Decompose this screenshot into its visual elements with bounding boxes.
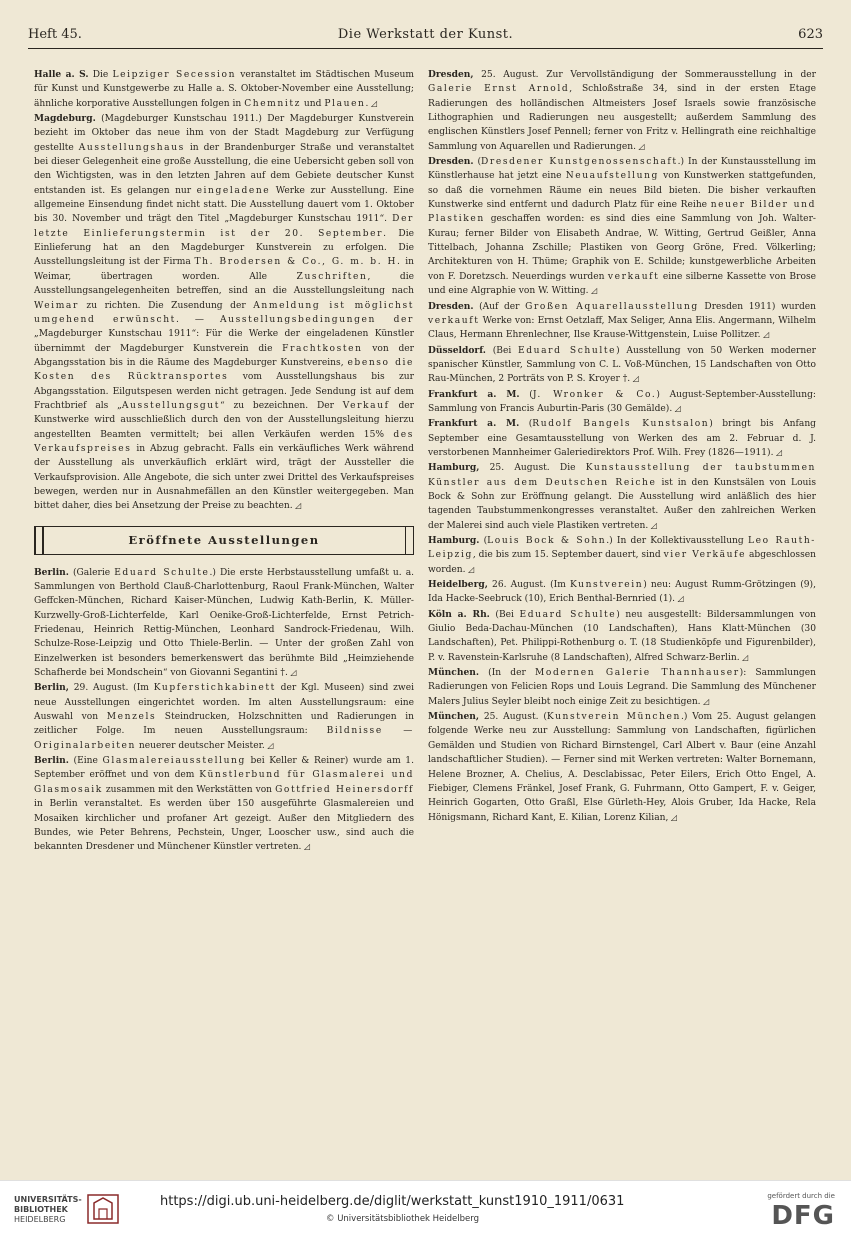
end-mark: ◿ xyxy=(465,564,475,574)
notice-place: Heidelberg, xyxy=(428,579,488,591)
notice-paragraph xyxy=(428,388,816,417)
notice-place: Dresden. xyxy=(428,156,474,168)
notice-text: (Magdeburger Kunstschau 1911.) Der Magdeburger Kunstverein bezieht im Oktober das neue ihm von der Stadt Magdeburg zur Verfügung gestellte Ausstellungshaus in der Brandenburger Straße und veranstaltet bei dieser Gelegenheit eine große Ausstellung, die eine Uebersicht geben soll von den Wichtigsten, was in den letzten Jahren auf dem Gebiete deutscher Kunst entstanden ist. Es gelangen nur eingeladene Werke zur Ausstellung. Eine allgemeine Einsendung findet nicht statt. Die Ausstellung dauert vom 1. Oktober bis 30. November und trägt den Titel „Magdeburger Kunstschau 1911“. Der letzte Einlieferungstermin ist der 20. September. Die Einlieferung hat an den Magdeburger Kunstverein zu erfolgen. Die Ausstellungsleitung ist der Firma Th. Brodersen & Co., G. m. b. H. in Weimar, übertragen worden. Alle Zuschriften, die Ausstellungsangelegenheiten betreffen, sind an die Ausstellungsleitung nach Weimar zu richten. Die Zusendung der Anmeldung ist möglichst umgehend erwünscht. — Ausstellungsbedingungen der „Magdeburger Kunstschau 1911“: Für die Werke der eingeladenen Künstler übernimmt der Magdeburger Kunstverein die Frachtkosten von der Abgangsstation bis in die Räume des Magdeburger Kunstvereins, ebenso die Kosten des Rücktransportes vom Ausstellungshaus bis zur Abgangsstation. Eilgutspesen werden nicht getragen. Jede Sendung ist auf dem Frachtbrief als „Ausstellungsgut“ zu bezeichnen. Der Verkauf der Kunstwerke wird ausschließlich durch den von der Ausstellungsleitung hierzu angestellten Beamten vermittelt; bei allen Verkäufen werden 15% des Verkaufspreises in Abzug gebracht. Falls ein verkäufliches Werk während der Ausstellung als unverkäuflich erklärt wird, trägt der Aussteller die Verkaufsprovision. Alle Angebote, die sich unter zwei Drittel des Verkaufspreises bewegen, werden nur in Ausnahmefällen an den Künstler weitergegeben. Man bittet daher, dies bei Ansetzung der Preise zu beachten. xyxy=(34,114,415,512)
notice-place: Berlin. xyxy=(34,755,69,767)
viewer-footer xyxy=(0,1180,851,1234)
right-notices xyxy=(428,68,816,825)
notice-paragraph xyxy=(428,534,816,577)
notice-place: Halle a. S. xyxy=(34,69,89,80)
notice-text: (Dresdener Kunstgenossenschaft.) In der Kunstausstellung im Künstlerhause hat jetzt eine Neuaufstellung von Kunstwerken stattgefunden, so daß die vornehmen Räume ein neues Bild bieten. Die bisher verkauften Kunstwerke sind entfernt und dadurch Platz für eine Reihe neuer Bilder und Plastiken geschaffen worden: es sind dies eine Sammlung von Joh. Walter-Kurau; ferner Bilder von Elisabeth Andrae, W. Witting, Gertrud Geißler, Anna Tittelbach, Johanna Zschille; Plastiken von Georg Gröne, Fred. Völkerling; Architekturen von H. Thüme; Graphik von E. Schilde; kunstgewerbliche Arbeiten von F. Doretzsch. Neuerdings wurden verkauft eine silberne Kassette von Brose und eine Algraphie von W. Witting. xyxy=(428,157,816,297)
end-mark: ◿ xyxy=(264,740,274,750)
notice-place: Magdeburg. xyxy=(34,113,96,125)
notice-paragraph xyxy=(428,155,816,298)
end-mark: ◿ xyxy=(588,286,598,296)
funder-label: gefördert durch die xyxy=(767,1192,835,1200)
notice-text: 29. August. (Im Kupferstichkabinett der Kgl. Museen) sind zwei neue Ausstellungen eingerichtet worden. Im alten Ausstellungsraum: eine Auswahl von Menzels Steindrucken, Holzschnitten und Radierungen in zeitlicher Folge. Im neuen Ausstellungsraum: Bildnisse — Originalarbeiten neuerer deutscher Meister. xyxy=(34,683,414,751)
notice-paragraph xyxy=(34,68,414,111)
notice-text: 26. August. (Im Kunstverein) neu: August Rumm-Grötzingen (9), Ida Hacke-Seebruck (10), Erich Benthal-Bernried (1). xyxy=(428,580,816,605)
doi-link[interactable]: https://digi.ub.uni-heidelberg.de/diglit/werkstatt_kunst1910_1911/0631 xyxy=(160,1194,625,1209)
notice-place: Dresden, xyxy=(428,69,474,80)
left-notices-top xyxy=(34,68,414,514)
notice-paragraph xyxy=(428,300,816,343)
notice-text: 25. August. (Kunstverein München.) Vom 25. August gelangen folgende Werke neu zur Ausstellung: Sammlung von Landschaften, figürlichen Gemälden und Studien von Richard Birnstengel, Carl Albert v. Baur (eine Anzahl landschaftlicher Studien). — Ferner sind mit Werken vertreten: Walter Bornemann, Helene Brozner, A. Chelius, A. Desclabissac, Peter Eilers, Erich Otto Engel, A. Fiebiger, Clemens Fränkel, Josef Frank, G. Fuhrmann, Otto Gampert, F. v. Geiger, Heinrich Gogarten, Otto Graßl, Else Gürleth-Hey, Alois Gruber, Ida Hacke, Rela Hönigsmann, Richard Kant, E. Kilian, Lorenz Kilian, xyxy=(428,712,816,823)
notice-text: (Auf der Großen Aquarellausstellung Dresden 1911) wurden verkauft Werke von: Ernst Oetzlaff, Max Seliger, Anna Elis. Angermann, Wilhelm Claus, Hermann Ehrenlechner, Ilse Krause-Wittgenstein, Luise Pollitzer. xyxy=(428,301,817,341)
end-mark: ◿ xyxy=(760,330,770,340)
section-title: Eröffnete Ausstellungen xyxy=(128,532,320,547)
end-mark: ◿ xyxy=(648,520,657,530)
end-mark: ◿ xyxy=(301,842,311,852)
page-header xyxy=(28,27,823,47)
notice-text: (Louis Bock & Sohn.) In der Kollektivausstellung Leo Rauth-Leipzig, die bis zum 15. September dauert, sind vier Verkäufe abgeschlossen worden. xyxy=(428,536,816,575)
notice-paragraph xyxy=(34,754,414,854)
end-mark: ◿ xyxy=(668,812,678,822)
notice-paragraph xyxy=(34,681,414,753)
notice-paragraph xyxy=(428,608,816,665)
header-rule xyxy=(28,48,823,49)
notice-place: Frankfurt a. M. xyxy=(428,388,520,400)
university-library-logo: UNIVERSITÄTS- BIBLIOTHEK HEIDELBERG xyxy=(14,1195,82,1224)
end-mark: ◿ xyxy=(739,652,749,662)
notice-paragraph xyxy=(428,578,816,607)
copyright-notice: © Universitätsbibliothek Heidelberg xyxy=(326,1214,480,1224)
notice-paragraph xyxy=(428,68,816,154)
dfg-logo: DFG xyxy=(771,1201,835,1231)
notice-paragraph xyxy=(34,566,414,681)
notice-paragraph xyxy=(428,710,816,825)
notice-text: (Rudolf Bangels Kunstsalon) bringt bis Anfang September eine Gesamtausstellung von Werken des am 2. Februar d. J. verstorbenen Mannheimer Galeriedirektors Prof. Wilh. Frey (1826—1911). xyxy=(428,419,816,458)
left-column xyxy=(34,68,414,855)
notice-text: Die Leipziger Secession veranstaltet im Städtischen Museum für Kunst und Kunstgewerbe zu Halle a. S. Oktober-November eine Ausstellung; ähnliche korporative Ausstellungen folgen in Chemnitz und Plauen. xyxy=(34,70,414,109)
notice-place: Frankfurt a. M. xyxy=(428,418,520,430)
end-mark: ◿ xyxy=(700,696,710,706)
page-number: 623 xyxy=(798,27,823,42)
end-mark: ◿ xyxy=(368,98,378,108)
end-mark: ◿ xyxy=(672,403,681,413)
notice-text: (Galerie Eduard Schulte.) Die erste Herbstausstellung umfaßt u. a. Sammlungen von Berthold Clauß-Charlottenburg, Raoul Frank-München, Walter Geffcken-München, Richard Kaiser-München, Ludwig Kath-Berlin, K. Müller-Kurzwelly-Groß-Lichterfelde, Karl Oenike-Groß-Lichterfelde, Ernst Petrich-Friedenau, Heinrich Rettig-München, Leonhard Sandrock-Friedenau, Wilh. Schulze-Rose-Leipzig und Otto Thiele-Berlin. — Unter der großen Zahl von Einzelwerken ist besonders bemerkenswert das berühmte Bild „Heimziehende Schafherde bei Mondschein“ von Giovanni Segantini †. xyxy=(34,567,415,679)
university-seal-icon xyxy=(86,1193,120,1225)
section-heading-box xyxy=(34,526,414,555)
end-mark: ◿ xyxy=(292,501,302,511)
end-mark: ◿ xyxy=(630,374,639,384)
notice-paragraph xyxy=(428,461,816,533)
notice-place: Berlin, xyxy=(34,682,69,694)
notice-text: (Eine Glasmalereiausstellung bei Keller & Reiner) wurde am 1. September eröffnet und von dem Künstlerbund für Glasmalerei und Glasmosaik zusammen mit den Werkstätten von Gottfried Heinersdorff in Berlin veranstaltet. Es werden über 150 ausgeführte Glasmalereien und Mosaiken kirchlicher und profaner Art gezeigt. Außer den Mitgliedern des Bundes, wie Peter Behrens, Pechstein, Unger, Looscher usw., sind auch die bekannten Dresdener und Münchener Künstler vertreten. xyxy=(34,756,414,853)
notice-place: Berlin. xyxy=(34,566,69,578)
notice-text: 25. August. Die Kunstausstellung der taubstummen Künstler aus dem Deutschen Reiche ist in den Kunstsälen von Louis Bock & Sohn zur Eröffnung gelangt. Die Ausstellung wird anläßlich des hier tagenden Taubstummenkongresses veranstaltet. Außer den zahlreichen Werken der Malerei sind auch viele Plastiken vertreten. xyxy=(428,463,817,531)
notice-place: Köln a. Rh. xyxy=(428,608,490,620)
notice-text: 25. August. Zur Vervollständigung der Sommerausstellung in der Galerie Ernst Arnold, Schloßstraße 34, sind in der ersten Etage Radierungen des holländischen Altmeisters Josef Israels sowie französische Lithographien und Radierungen neu ausgestellt; außerdem Sammlung des englischen Künstlers Josef Pennell; ferner von Fritz v. Hellingrath eine reichhaltige Sammlung von Aquarellen und Radierungen. xyxy=(428,70,816,152)
notice-place: Hamburg, xyxy=(428,462,480,474)
notice-place: München. xyxy=(428,667,480,679)
notice-text: (Bei Eduard Schulte) neu ausgestellt: Bildersammlungen von Giulio Beda-Dachau-München (10 Landschaften), Hans Klatt-München (30 Landschaften), Pet. Philippi-Rothenburg o. T. (18 Studienköpfe und Figurenbilder), P. v. Ravenstein-Karlsruhe (8 Landschaften), Alfred Schwarz-Berlin. xyxy=(428,609,816,663)
notice-paragraph xyxy=(428,666,816,709)
notice-text: (In der Modernen Galerie Thannhauser): Sammlungen Radierungen von Felicien Rops und Louis Legrand. Die Sammlung des Münchener Malers Julius Seyler bleibt noch einige Zeit zu besichtigen. xyxy=(428,668,816,707)
notice-place: Düsseldorf. xyxy=(428,344,486,356)
notice-text: (Bei Eduard Schulte) Ausstellung von 50 Werken moderner spanischer Künstler, Sammlung von C. L. Voß-München, 15 Landschaften von Otto Rau-München, 2 Porträts von P. S. Kroyer †. xyxy=(428,345,816,385)
notice-text: (J. Wronker & Co.) August-September-Ausstellung: Sammlung von Francis Auburtin-Paris (30 Gemälde). xyxy=(428,389,816,414)
notice-paragraph xyxy=(428,417,816,460)
notice-place: München, xyxy=(428,711,480,723)
left-notices-bottom xyxy=(34,566,414,855)
journal-title: Die Werkstatt der Kunst. xyxy=(337,27,514,42)
notice-paragraph xyxy=(34,112,414,514)
end-mark: ◿ xyxy=(773,447,783,457)
end-mark: ◿ xyxy=(287,668,297,678)
notice-paragraph xyxy=(428,344,816,387)
notice-place: Hamburg. xyxy=(428,535,480,546)
right-column xyxy=(428,68,816,825)
notice-place: Dresden. xyxy=(428,300,474,312)
issue-number: Heft 45. xyxy=(28,27,82,42)
end-mark: ◿ xyxy=(635,141,645,151)
end-mark: ◿ xyxy=(675,594,684,604)
